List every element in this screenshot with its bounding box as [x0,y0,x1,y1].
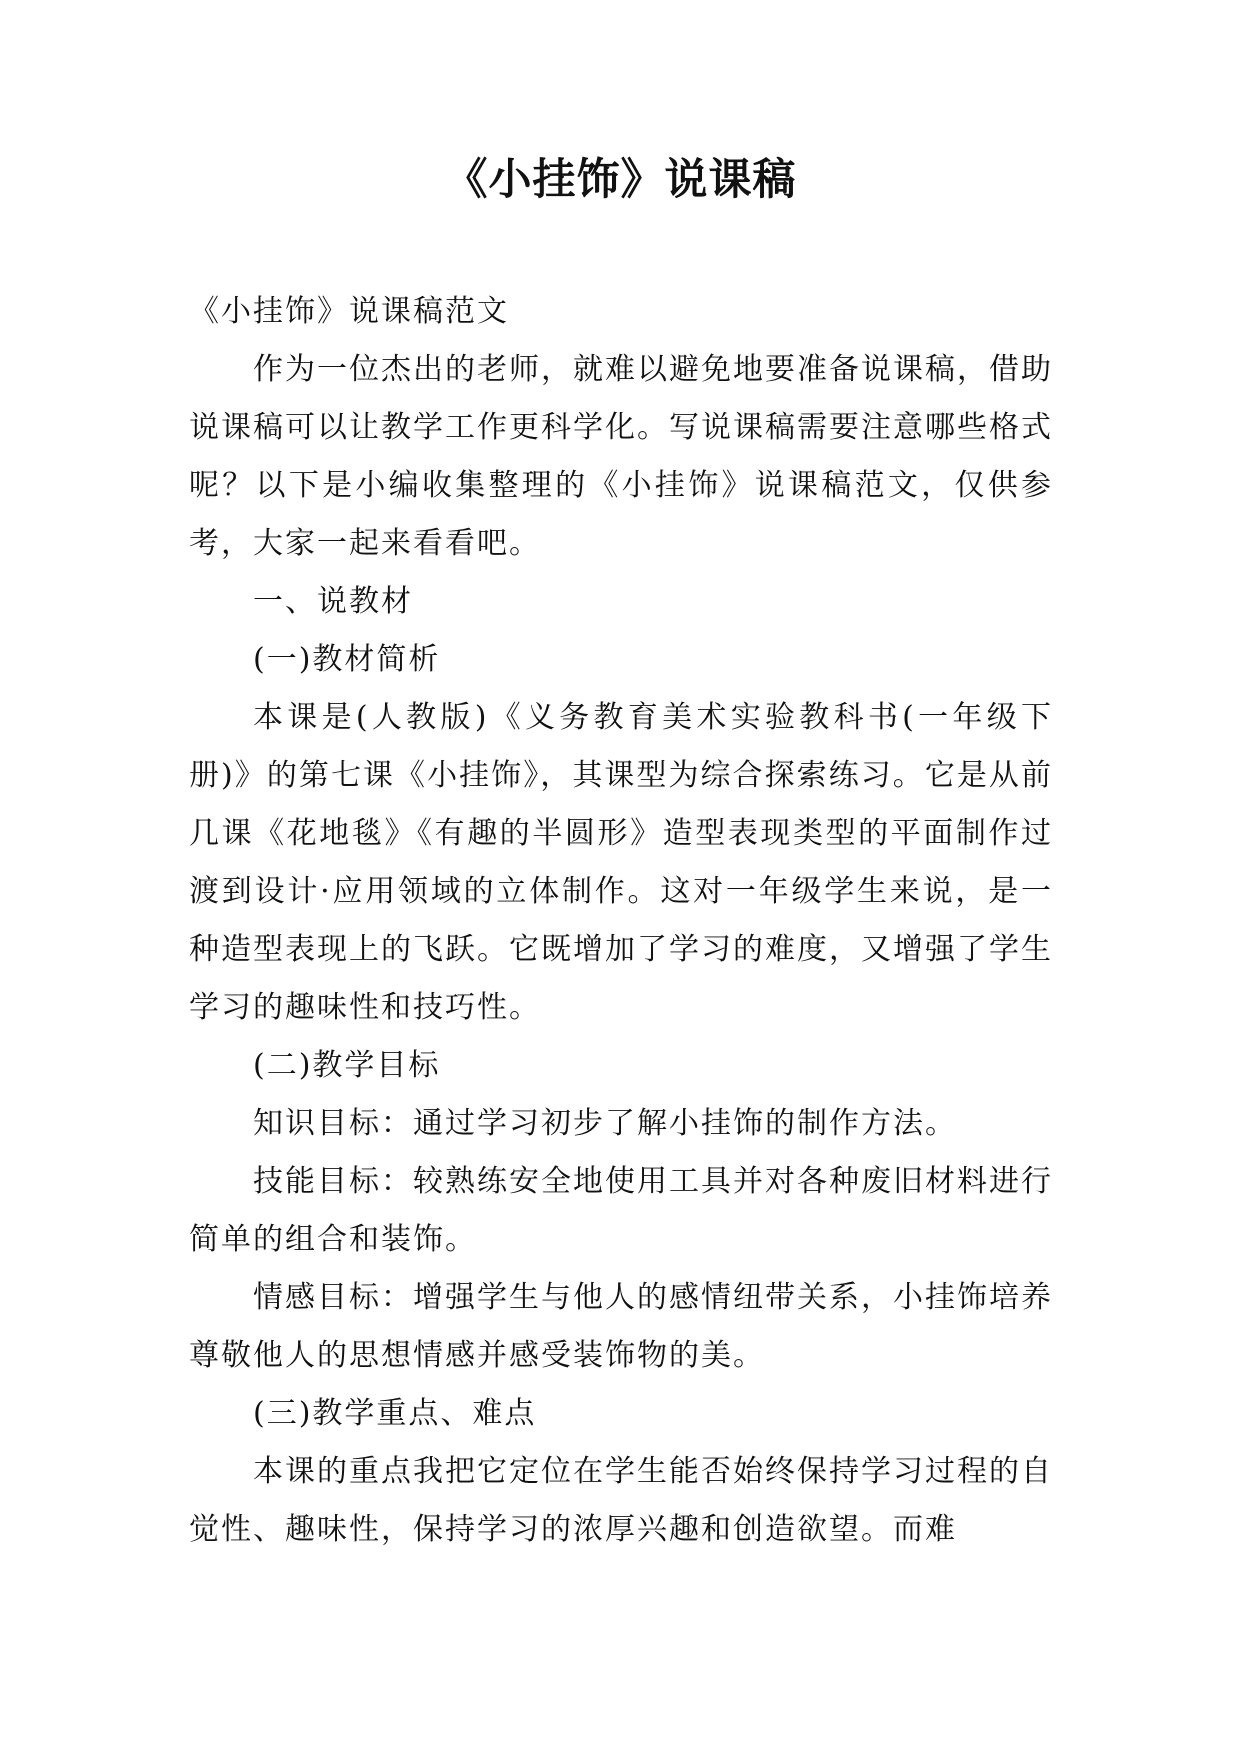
subsection-heading-key-points: (三)教学重点、难点 [253,1396,537,1431]
subtitle-paragraph: 《小挂饰》说课稿范文 [189,294,509,329]
section-heading-textbook: 一、说教材 [253,584,413,619]
knowledge-objective-paragraph: 知识目标：通过学习初步了解小挂饰的制作方法。 [253,1106,957,1141]
subsection-heading-objectives: (二)教学目标 [253,1048,441,1083]
intro-paragraph: 作为一位杰出的老师，就难以避免地要准备说课稿，借助说课稿可以让教学工作更科学化。写说课稿需要注意哪些格式呢？以下是小编收集整理的《小挂饰》说课稿范文，仅供参考，大家一起来看看吧。 [189,352,1053,561]
emotion-objective-paragraph: 情感目标：增强学生与他人的感情纽带关系，小挂饰培养尊敬他人的思想情感并感受装饰物的美。 [189,1280,1053,1373]
skill-objective-paragraph: 技能目标：较熟练安全地使用工具并对各种废旧材料进行简单的组合和装饰。 [189,1164,1053,1257]
key-points-paragraph: 本课的重点我把它定位在学生能否始终保持学习过程的自觉性、趣味性，保持学习的浓厚兴趣和创造欲望。而难 [189,1454,1053,1547]
subsection-heading-analysis: (一)教材简析 [253,642,441,677]
analysis-paragraph: 本课是(人教版)《义务教育美术实验教科书(一年级下册)》的第七课《小挂饰》，其课型为综合探索练习。它是从前几课《花地毯》《有趣的半圆形》造型表现类型的平面制作过渡到设计·应用领域的立体制作。这对一年级学生来说，是一种造型表现上的飞跃。它既增加了学习的难度，又增强了学生学习的趣味性和技巧性。 [189,700,1053,1025]
document-title: 《小挂饰》说课稿 [444,155,797,205]
document-body [189,283,1053,1559]
